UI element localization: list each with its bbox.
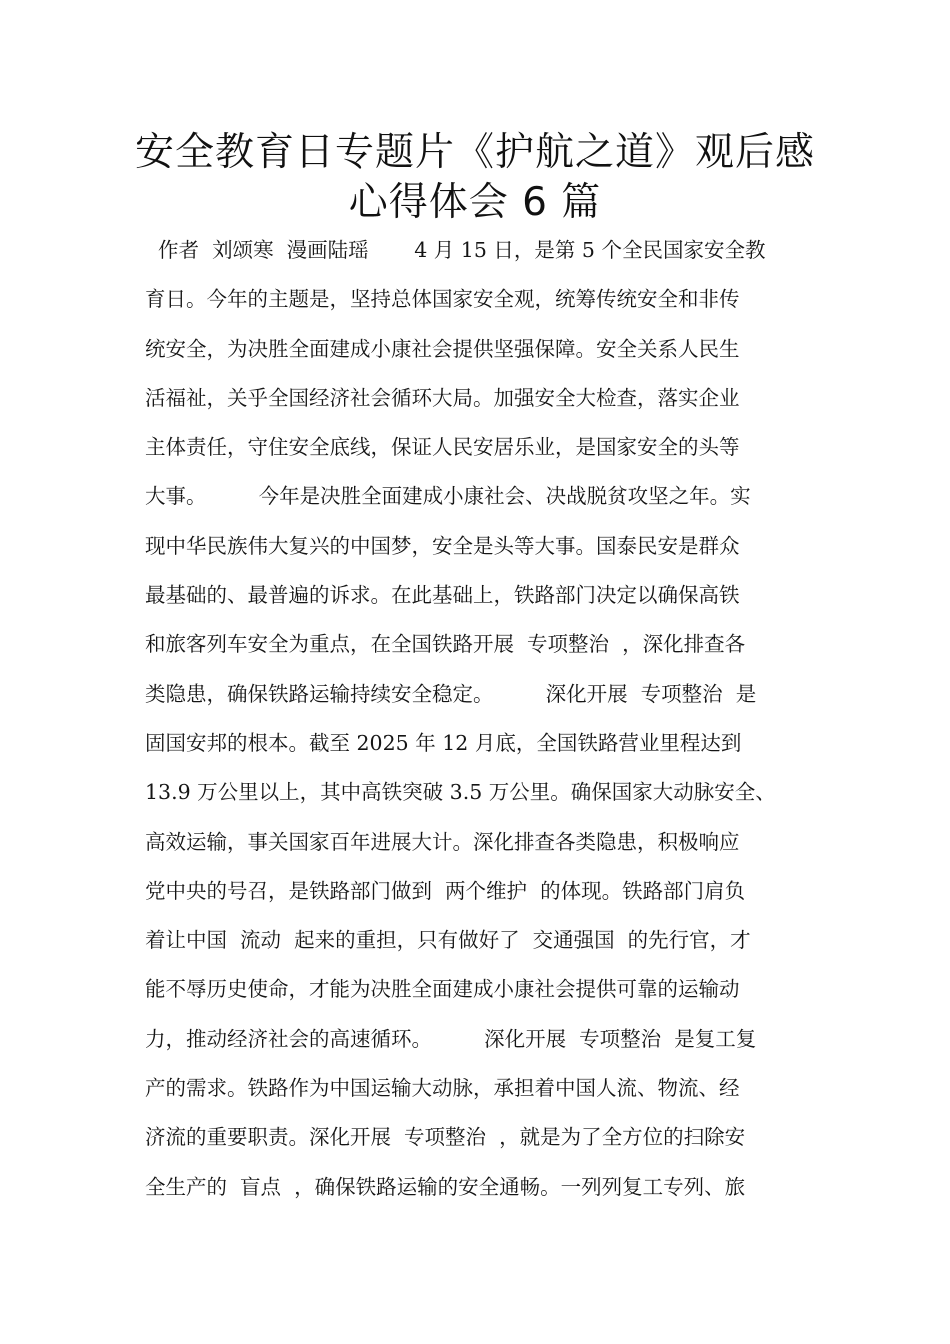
text-line: 固国安邦的根本。截至 2025 年 12 月底，全国铁路营业里程达到 <box>145 730 742 755</box>
text-line: 最基础的、最普遍的诉求。在此基础上，铁路部门决定以确保高铁 <box>145 583 740 608</box>
text-line: 主体责任，守住安全底线，保证人民安居乐业，是国家安全的头等 <box>145 435 740 460</box>
text-line: 活福祉，关乎全国经济社会循环大局。加强安全大检查，落实企业 <box>145 385 740 410</box>
text-line: 统安全，为决胜全面建成小康社会提供坚强保障。安全关系人民生 <box>145 336 740 361</box>
text-line: 济流的重要职责。深化开展 专项整治 ，就是为了全方位的扫除安 <box>145 1125 746 1150</box>
text-line: 13.9 万公里以上，其中高铁突破 3.5 万公里。确保国家大动脉安全、 <box>145 780 776 805</box>
text-line: 高效运输，事关国家百年进展大计。深化排查各类隐患，积极响应 <box>145 829 740 854</box>
text-line: 全生产的 盲点 ，确保铁路运输的安全通畅。一列列复工专列、旅 <box>145 1174 746 1199</box>
title-line-1: 安全教育日专题片《护航之道》观后感 <box>134 130 815 175</box>
text-line: 党中央的号召，是铁路部门做到 两个维护 的体现。铁路部门肩负 <box>145 878 746 903</box>
text-line: 作者 刘颂寒 漫画陆瑶 4 月 15 日，是第 5 个全民国家安全教 <box>145 238 766 262</box>
text-line: 着让中国 流动 起来的重担，只有做好了 交通强国 的先行官，才 <box>145 928 751 953</box>
text-line: 能不辱历史使命，才能为决胜全面建成小康社会提供可靠的运输动 <box>145 977 740 1002</box>
text-line: 和旅客列车安全为重点，在全国铁路开展 专项整治 ，深化排查各 <box>145 632 746 657</box>
title-line-2: 心得体会 6 篇 <box>348 180 602 225</box>
text-line: 大事。 今年是决胜全面建成小康社会、决战脱贫攻坚之年。实 <box>145 484 751 509</box>
text-line: 产的需求。铁路作为中国运输大动脉，承担着中国人流、物流、经 <box>145 1076 740 1101</box>
text-line: 现中华民族伟大复兴的中国梦，安全是头等大事。国泰民安是群众 <box>145 533 740 558</box>
text-line: 育日。今年的主题是，坚持总体国家安全观，统筹传统安全和非传 <box>145 287 740 312</box>
text-line: 类隐患，确保铁路运输持续安全稳定。 深化开展 专项整治 是 <box>145 681 757 706</box>
body-text <box>145 232 817 1218</box>
text-line: 力，推动经济社会的高速循环。 深化开展 专项整治 是复工复 <box>145 1026 757 1051</box>
document-title <box>0 128 950 228</box>
